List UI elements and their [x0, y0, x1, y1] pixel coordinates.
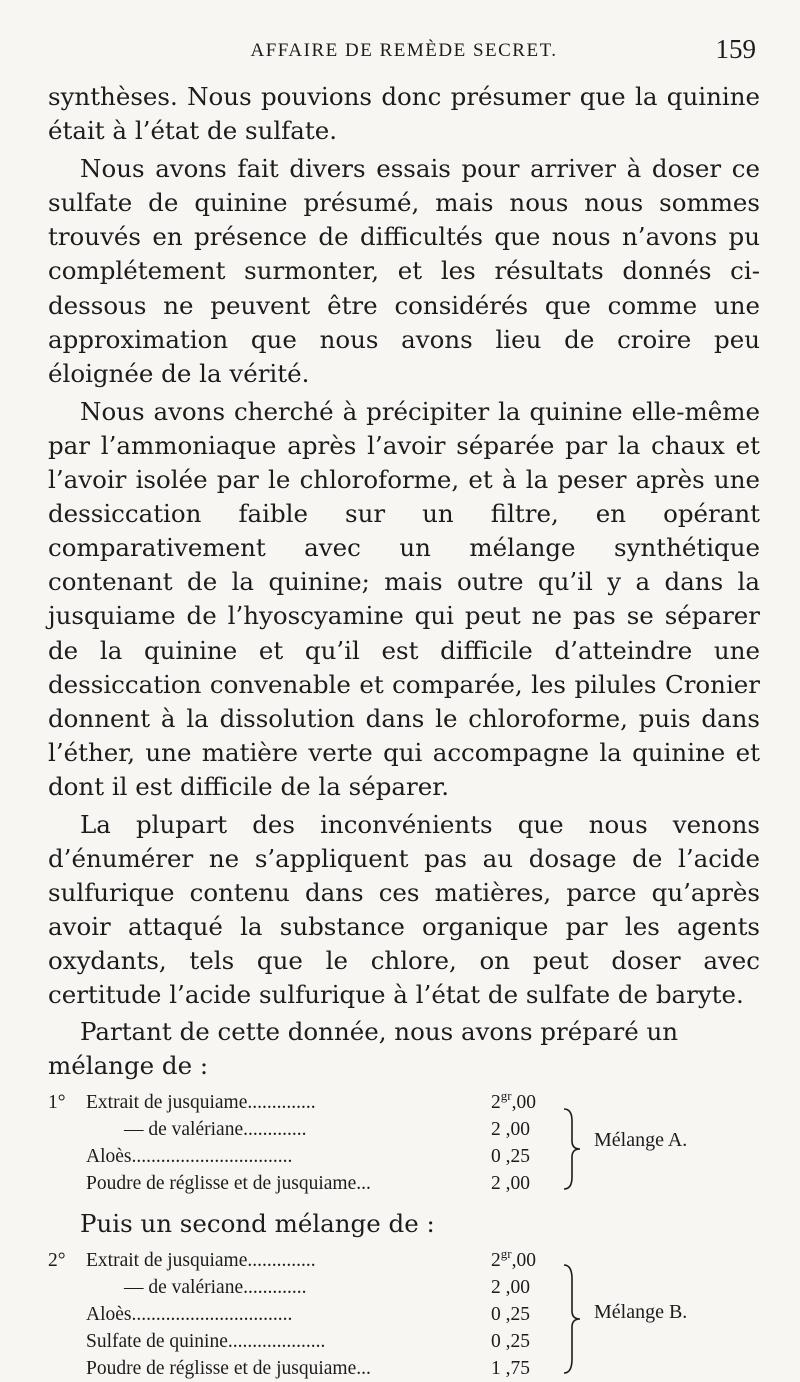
ingredient-value: 0 ,25 [491, 1330, 530, 1352]
table-row [48, 1089, 760, 1116]
ingredient-value: 2 ,00 [491, 1172, 530, 1194]
mixture-label: Mélange A. [594, 1128, 688, 1151]
ingredient-value: 1 ,75 [491, 1357, 530, 1379]
page-number: 159 [715, 34, 756, 64]
table-row [48, 1170, 760, 1197]
mixture-number: 1° [48, 1091, 66, 1113]
paragraph: Nous avons cherché à précipiter la quinine elle-même par l’ammoniaque après l’avoir séparée par la chaux et l’avoir isolée par le chloroforme, et à la peser après une dessiccation faible sur un filtre, en opérant comparativement avec un mélange synthétique contenant de la quinine; mais outre qu’il y a dans la jusquiame de l’hyoscyamine qui peut ne pas se séparer de la quinine et qu’il est difficile d’atteindre une dessiccation convenable et comparée, les pilules Cronier donnent à la dissolution dans le chloroforme, puis dans l’éther, une matière verte qui accompagne la quinine et dont il est difficile de la séparer. [48, 396, 760, 801]
ingredient-name: Extrait de jusquiame.............. [86, 1091, 316, 1113]
ingredient-value: 2 ,00 [491, 1118, 530, 1140]
table-row [48, 1355, 760, 1382]
brace-icon [560, 1107, 582, 1191]
mixture-b-lead: Puis un second mélange de : [80, 1208, 435, 1238]
ingredient-name: Aloès................................. [86, 1303, 293, 1325]
ingredient-name: Poudre de réglisse et de jusquiame... [86, 1357, 371, 1379]
paragraph: La plupart des inconvénients que nous venons d’énumérer ne s’appliquent pas au dosage de l’acide sulfurique contenu dans ces matières, parce qu’après avoir attaqué la substance organique par les agents oxydants, tels que le chlore, on peut doser avec certitude l’acide sulfurique à l’état de sulfate de baryte. [48, 809, 760, 1010]
ingredient-name: Poudre de réglisse et de jusquiame... [86, 1172, 371, 1194]
mixture-label: Mélange B. [594, 1300, 688, 1323]
table-row [48, 1274, 760, 1301]
brace-icon [560, 1263, 582, 1375]
ingredient-value: $2^{gr},00$ [491, 1087, 536, 1113]
running-head: AFFAIRE DE REMÈDE SECRET. [250, 40, 558, 61]
ingredient-name: Extrait de jusquiame.............. [86, 1249, 316, 1271]
book-page [48, 34, 760, 1382]
table-row [48, 1328, 760, 1355]
mixture-b-table [48, 1247, 760, 1382]
mixture-a-table [48, 1089, 760, 1197]
paragraph: Nous avons fait divers essais pour arriver à doser ce sulfate de quinine présumé, mais nous nous sommes trouvés en présence de difficultés que nous n’avons pu complétement surmonter, et les résultats donnés ci-dessous ne peuvent être considérés que comme une approximation que nous avons lieu de croire peu éloignée de la vérité. [48, 154, 760, 388]
ingredient-name: Aloès................................. [86, 1145, 293, 1167]
ingredient-value: 0 ,25 [491, 1303, 530, 1325]
body-text [48, 80, 760, 1013]
ingredient-value: 0 ,25 [491, 1145, 530, 1167]
ingredient-name: — de valériane............. [124, 1118, 307, 1140]
ingredient-name: Sulfate de quinine.................... [86, 1330, 326, 1352]
paragraph: synthèses. Nous pouvions donc présumer que la quinine était à l’état de sulfate. [48, 82, 760, 146]
ingredient-value: 2 ,00 [491, 1276, 530, 1298]
page-header [48, 34, 760, 70]
ingredient-name: — de valériane............. [124, 1276, 307, 1298]
table-row [48, 1247, 760, 1274]
ingredient-value: $2^{gr},00$ [491, 1245, 536, 1271]
mixture-number: 2° [48, 1249, 66, 1271]
mixture-a-lead: Partant de cette donnée, nous avons préparé un mélange de : [48, 1016, 679, 1080]
